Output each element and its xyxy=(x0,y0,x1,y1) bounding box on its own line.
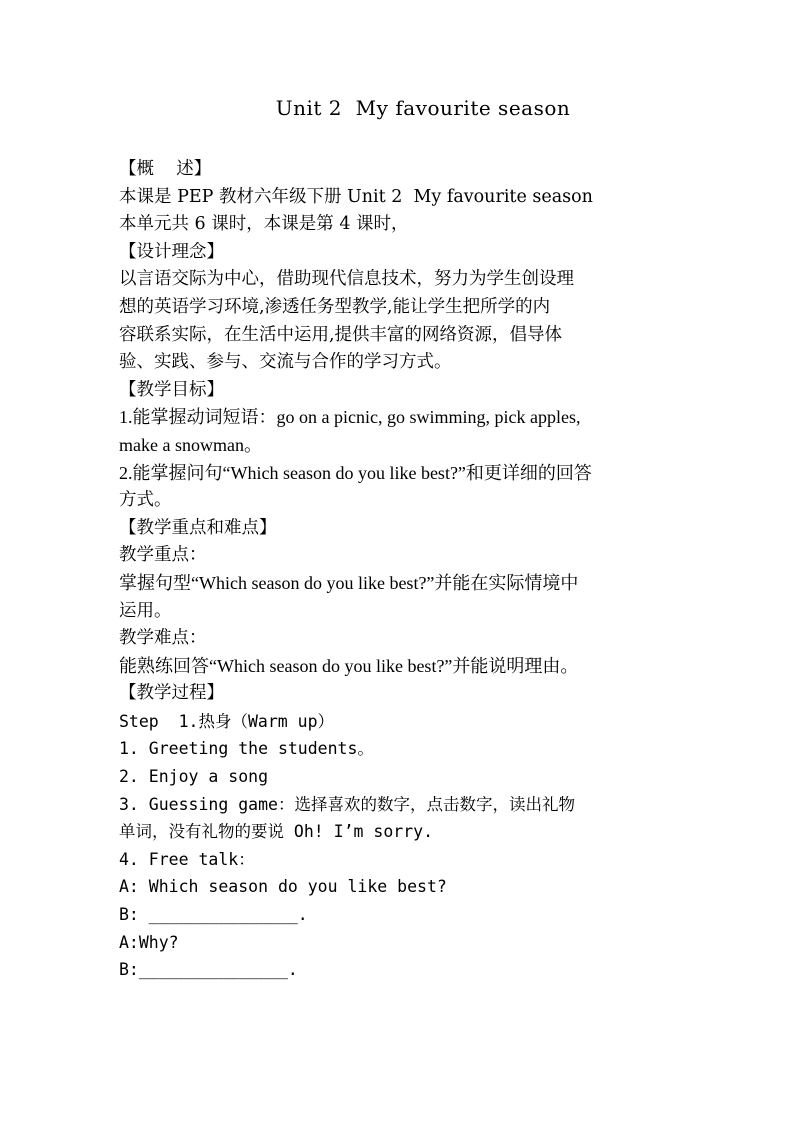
process-step: Step 1.热身（Warm up） xyxy=(119,711,335,731)
dialogue-line: B:_______________. xyxy=(119,960,298,980)
section-heading-overview: 【概 述】 xyxy=(119,159,212,179)
difficult-point-line: 能熟练回答“Which season do you like best?”并能说明理由。 xyxy=(119,655,579,676)
process-item: 4. Free talk： xyxy=(119,849,255,869)
process-item: 3. Guessing game：选择喜欢的数字，点击数字，读出礼物 xyxy=(119,794,575,814)
section-heading-design: 【设计理念】 xyxy=(119,241,224,262)
key-point-line: 运用。 xyxy=(119,600,172,621)
subheading-key: 教学重点： xyxy=(119,545,207,566)
section-heading-key-points: 【教学重点和难点】 xyxy=(119,517,277,538)
paragraph-line: 本单元共 6 课时，本课是第 4 课时， xyxy=(119,214,409,235)
process-item: 2. Enjoy a song xyxy=(119,767,269,787)
key-point-line: 掌握句型“Which season do you like best?”并能在实际情境中 xyxy=(119,572,579,593)
goal-line: 方式。 xyxy=(119,490,172,511)
process-item: 1. Greeting the students。 xyxy=(119,739,374,759)
document-body xyxy=(119,156,689,984)
paragraph-line: 验、实践、参与、交流与合作的学习方式。 xyxy=(119,352,452,373)
process-item: 单词，没有礼物的要说 Oh! I’m sorry. xyxy=(119,822,434,842)
paragraph-line: 想的英语学习环境,渗透任务型教学,能让学生把所学的内 xyxy=(119,296,551,317)
goal-line: make a snowman。 xyxy=(119,434,262,455)
paragraph-line: 容联系实际，在生活中运用,提供丰富的网络资源，倡导体 xyxy=(119,324,563,345)
paragraph-line: 以言语交际为中心，借助现代信息技术，努力为学生创设理 xyxy=(119,269,574,290)
goal-line: 1.能掌握动词短语：go on a picnic, go swimming, pick apples, xyxy=(119,407,581,428)
dialogue-line: A:Why? xyxy=(119,932,179,952)
subheading-difficult: 教学难点： xyxy=(119,628,207,649)
section-heading-goals: 【教学目标】 xyxy=(119,379,224,400)
section-heading-process: 【教学过程】 xyxy=(119,683,224,704)
goal-line: 2.能掌握问句“Which season do you like best?”和更详细的回答 xyxy=(119,462,592,483)
document-title: Unit 2 My favourite season xyxy=(275,96,571,120)
dialogue-line: A: Which season do you like best? xyxy=(119,877,447,897)
paragraph-line: 本课是 PEP 教材六年级下册 Unit 2 My favourite season xyxy=(119,186,593,207)
dialogue-line: B: _______________. xyxy=(119,905,308,925)
